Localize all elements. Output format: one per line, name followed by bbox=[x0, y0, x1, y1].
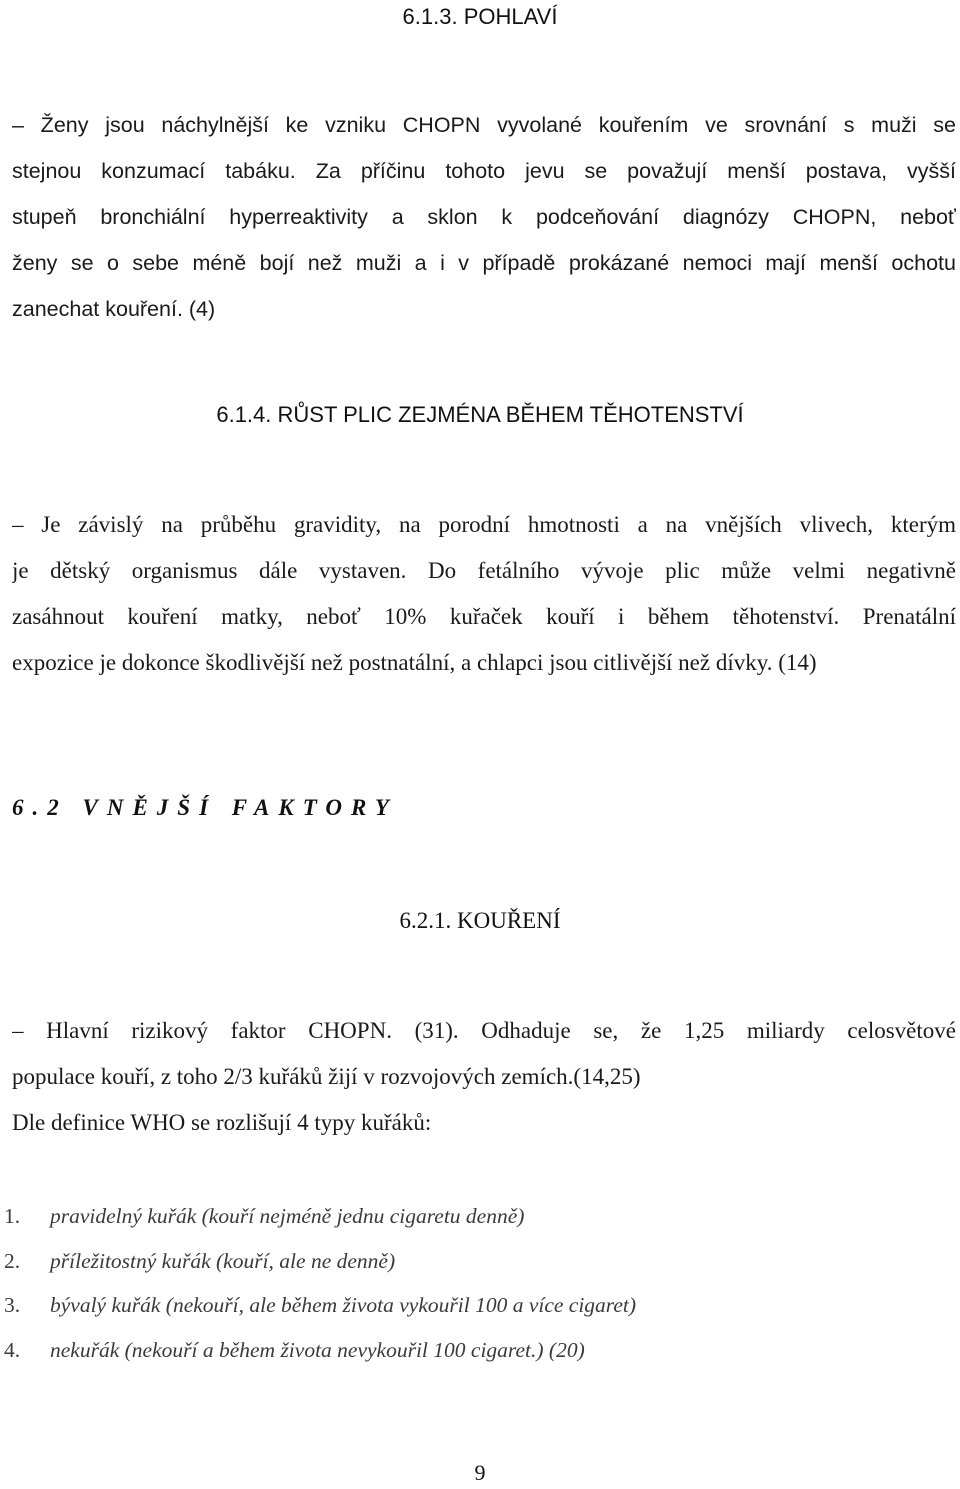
section-heading-6-1-3: 6.1.3. POHLAVÍ bbox=[402, 4, 558, 29]
paragraph-line: je dětský organismus dále vystaven. Do fetálního vývoje plic může velmi negativně bbox=[12, 558, 956, 583]
list-item-number: 1. bbox=[4, 1204, 21, 1228]
paragraph-rust-plic bbox=[12, 502, 956, 686]
paragraph-pohlavi bbox=[12, 102, 956, 332]
paragraph-line: – Ženy jsou náchylnější ke vzniku CHOPN vyvolané kouřením ve srovnání s muži se bbox=[12, 113, 956, 137]
paragraph-line: – Hlavní rizikový faktor CHOPN. (31). Odhaduje se, že 1,25 miliardy celosvětové bbox=[12, 1018, 956, 1043]
paragraph-line: populace kouří, z toho 2/3 kuřáků žijí v rozvojových zemích.(14,25) bbox=[12, 1064, 641, 1089]
list-item-number: 4. bbox=[4, 1337, 21, 1362]
list-item-number: 2. bbox=[4, 1248, 21, 1273]
paragraph-line: zanechat kouření. (4) bbox=[12, 297, 216, 321]
chapter-heading-6-2: 6.2 VNĚJŠÍ FAKTORY bbox=[12, 795, 398, 820]
list-item-text: příležitostný kuřák (kouří, ale ne denně) bbox=[50, 1248, 396, 1273]
list-item bbox=[4, 1328, 904, 1373]
list-item-text: bývalý kuřák (nekouří, ale během života vykouřil 100 a více cigaret) bbox=[50, 1293, 637, 1317]
paragraph-koureni bbox=[12, 1008, 956, 1146]
list-item-text: pravidelný kuřák (kouří nejméně jednu cigaretu denně) bbox=[50, 1204, 525, 1228]
list-item-number: 3. bbox=[4, 1293, 21, 1317]
paragraph-line: – Je závislý na průběhu gravidity, na porodní hmotnosti a na vnějších vlivech, kterým bbox=[12, 512, 956, 537]
page-number: 9 bbox=[474, 1460, 486, 1485]
list-item bbox=[4, 1194, 904, 1239]
smoker-types-list bbox=[4, 1194, 904, 1372]
paragraph-line: zasáhnout kouření matky, neboť 10% kuřaček kouří i během těhotenství. Prenatální bbox=[12, 604, 956, 629]
list-item-text: nekuřák (nekouří a během života nevykouřil 100 cigaret.) (20) bbox=[50, 1337, 585, 1362]
list-item bbox=[4, 1283, 904, 1328]
paragraph-line: stupeň bronchiální hyperreaktivity a sklon k podceňování diagnózy CHOPN, neboť bbox=[12, 205, 956, 229]
section-heading-6-1-4: 6.1.4. RŮST PLIC ZEJMÉNA BĚHEM TĚHOTENSTVÍ bbox=[216, 402, 744, 427]
paragraph-line: ženy se o sebe méně bojí než muži a i v případě prokázané nemoci mají menší ochotu bbox=[12, 251, 956, 275]
paragraph-line: stejnou konzumací tabáku. Za příčinu tohoto jevu se považují menší postava, vyšší bbox=[12, 159, 956, 183]
list-item bbox=[4, 1239, 904, 1284]
paragraph-line: Dle definice WHO se rozlišují 4 typy kuřáků: bbox=[12, 1110, 432, 1135]
paragraph-line: expozice je dokonce škodlivější než postnatální, a chlapci jsou citlivější než dívky. (14) bbox=[12, 650, 817, 675]
section-heading-6-2-1: 6.2.1. KOUŘENÍ bbox=[399, 908, 561, 933]
